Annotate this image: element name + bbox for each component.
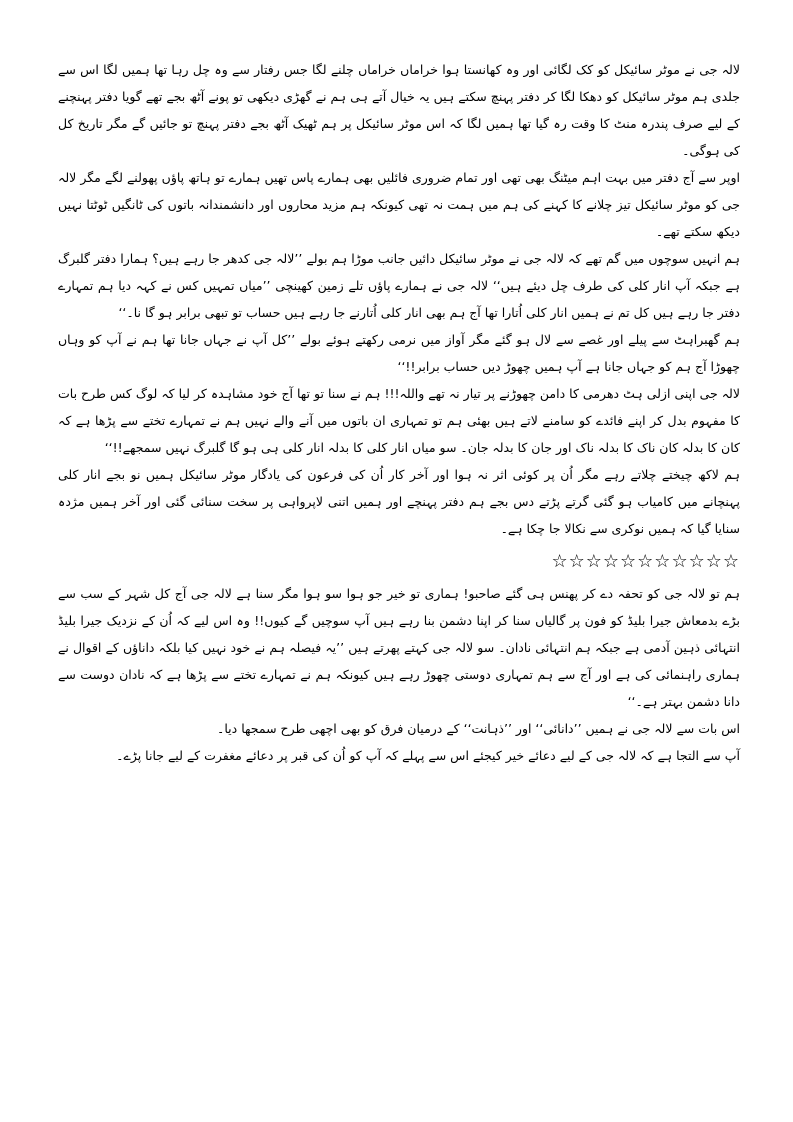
star-separator: ☆☆☆☆☆☆☆☆☆☆☆ bbox=[551, 551, 740, 572]
paragraph: ہم گھبراہٹ سے پیلے اور غصے سے لال ہو گئے مگر آواز میں نرمی رکھتے ہوئے بولے ’’کل آپ نے جہاں جانا تھا ہم نے آپ کو وہاں چھوڑا آج ہم کو جہاں جانا ہے آپ ہمیں چھوڑ دیں حساب برابر!!‘‘ bbox=[58, 332, 740, 374]
urdu-text-block bbox=[58, 56, 740, 769]
paragraph: لالہ جی نے موٹر سائیکل کو کک لگائی اور وہ کھانستا ہوا خراماں خراماں چلنے لگا جس رفتار سے وہ چل رہا تھا ہمیں لگا اس سے جلدی ہم موٹر سائیکل کو دھکا لگا کر دفتر پہنچ سکتے ہیں یہ خیال آتے ہی ہم نے گھڑی دیکھی تو پونے آٹھ بجے تھے گویا دفتر پہنچنے کے لیے صرف پندرہ منٹ کا وقت رہ گیا تھا ہمیں لگا کہ اس موٹر سائیکل پر ہم ٹھیک آٹھ بجے دفتر پہنچ تو جائیں گے مگر تاریخ کل کی ہوگی۔ bbox=[58, 62, 740, 158]
paragraph: ہم انہیں سوچوں میں گم تھے کہ لالہ جی نے موٹر سائیکل دائیں جانب موڑا ہم بولے ’’لالہ جی کدھر جا رہے ہیں؟ ہمارا دفتر گلبرگ ہے جبکہ آپ انار کلی کی طرف چل دیئے ہیں‘‘ لالہ جی نے ہمارے پاؤں تلے زمین کھینچی ’’میاں تمہیں کس نے کہہ دیا ہم تمہارے دفتر جا رہے ہیں کل تم نے ہمیں انار کلی اُتارا تھا آج ہم بھی انار کلی اُتارنے جا رہے ہیں حساب تو تبھی برابر ہو گا نا۔‘‘ bbox=[58, 251, 740, 320]
paragraph: لالہ جی اپنی ازلی ہٹ دھرمی کا دامن چھوڑنے پر تیار نہ تھے واللہ!!! ہم نے سنا تو تھا آج خود مشاہدہ کر لیا کہ لوگ کس طرح بات کا مفہوم بدل کر اپنے فائدے کو سامنے لاتے ہیں بھئی ہم تو تمہاری ان باتوں میں آنے والے نہیں ہم نے تمہارے تختے سے پڑھا ہے کہ کان کا بدلہ کان ناک کا بدلہ ناک اور جان کا بدلہ جان۔ سو میاں انار کلی کا بدلہ انار کلی ہی ہو گا گلبرگ نہیں سمجھے!!‘‘ bbox=[58, 386, 740, 455]
paragraph: ہم تو لالہ جی کو تحفہ دے کر پھنس ہی گئے صاحبو! ہماری تو خیر جو ہوا سو ہوا مگر سنا ہے لالہ جی آج کل شہر کے سب سے بڑے بدمعاش جیرا بلیڈ کو فون پر گالیاں سنا کر اپنا دشمن بنا رہے ہیں آپ سوچیں گے کیوں!! وہ اس لیے کہ اُن کے نزدیک جیرا بلیڈ انتہائی ذہین آدمی ہے جبکہ ہم انتہائی نادان۔ سو لالہ جی کہتے پھرتے ہیں ’’یہ فیصلہ ہم نے خود نہیں کیا بلکہ داناؤں کے اقوال نے ہماری راہنمائی کی ہے اور آج سے ہم تمہاری دوستی چھوڑ رہے ہیں کیونکہ ہم نے تمہارے تختے سے پڑھا ہے کہ نادان دوست سے دانا دشمن بہتر ہے۔‘‘ bbox=[58, 586, 740, 709]
paragraph: اوپر سے آج دفتر میں بہت اہم میٹنگ بھی تھی اور تمام ضروری فائلیں بھی ہمارے پاس تھیں ہمارے تو ہاتھ پاؤں پھولنے لگے مگر لالہ جی کو موٹر سائیکل تیز چلانے کا کہنے کی ہم میں ہمت نہ تھی کیونکہ ہم مزید محاروں اور دانشمندانہ باتوں کی ٹانگیں ٹوٹتا نہیں دیکھ سکتے تھے۔ bbox=[58, 170, 740, 239]
paragraph: اس بات سے لالہ جی نے ہمیں ’’دانائی‘‘ اور ’’ذہانت‘‘ کے درمیان فرق کو بھی اچھی طرح سمجھا دیا۔ bbox=[217, 721, 740, 736]
paragraph: ہم لاکھ چیختے چلاتے رہے مگر اُن پر کوئی اثر نہ ہوا اور آخر کار اُن کی فرعون کی یادگار موٹر سائیکل ہمیں نو بجے انار کلی پہنچانے میں کامیاب ہو گئی گرتے پڑتے دس بجے ہم دفتر پہنچے اور ہمیں اتنی لاپرواہی پر سخت سنائی گئی اور آخر ہمیں مژدہ سنایا گیا کہ ہمیں نوکری سے نکالا جا چکا ہے۔ bbox=[58, 467, 740, 536]
paragraph: آپ سے التجا ہے کہ لالہ جی کے لیے دعائے خیر کیجئے اس سے پہلے کہ آپ کو اُن کی قبر پر دعائے مغفرت کے لیے جانا پڑے۔ bbox=[116, 748, 740, 763]
